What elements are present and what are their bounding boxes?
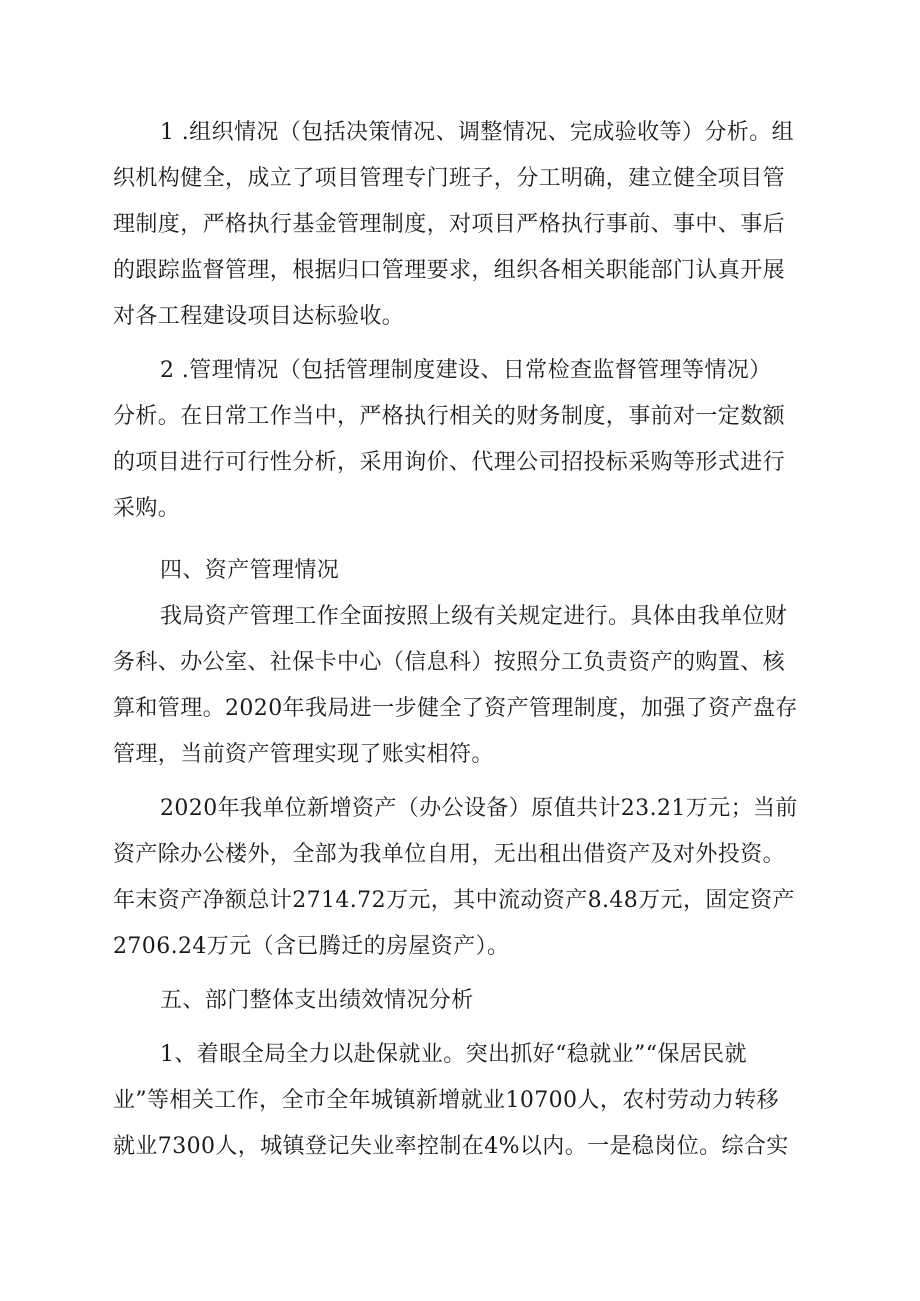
paragraph-4-line-1: 2020年我单位新增资产（办公设备）原值共计23.21万元；当前 (160, 796, 798, 821)
paragraph-1-line-4: 的跟踪监督管理，根据归口管理要求，组织各相关职能部门认真开展 (113, 258, 786, 283)
paragraph-5-line-1: 1、着眼全局全力以赴保就业。突出抓好“稳就业”“保居民就 (160, 1042, 747, 1067)
paragraph-2-line-1: 2 .管理情况（包括管理制度建设、日常检查监督管理等情况） (160, 358, 772, 383)
section-heading-performance-analysis: 五、部门整体支出绩效情况分析 (160, 988, 474, 1013)
paragraph-3-line-3: 算和管理。2020年我局进一步健全了资产管理制度，加强了资产盘存 (113, 696, 798, 721)
paragraph-4-line-3: 年末资产净额总计2714.72万元，其中流动资产8.48万元，固定资产 (113, 888, 795, 913)
paragraph-2-line-2: 分析。在日常工作当中，严格执行相关的财务制度，事前对一定数额 (113, 404, 786, 429)
paragraph-4-line-2: 资产除办公楼外，全部为我单位自用，无出租出借资产及对外投资。 (113, 842, 786, 867)
paragraph-1-line-1: 1 .组织情况（包括决策情况、调整情况、完成验收等）分析。组 (160, 120, 794, 145)
paragraph-3-line-1: 我局资产管理工作全面按照上级有关规定进行。具体由我单位财 (160, 604, 788, 629)
paragraph-4-line-4: 2706.24万元（含已腾迁的房屋资产）。 (113, 934, 510, 959)
paragraph-1-line-3: 理制度，严格执行基金管理制度，对项目严格执行事前、事中、事后 (113, 212, 786, 237)
section-heading-asset-management: 四、资产管理情况 (160, 558, 340, 583)
paragraph-1-line-5: 对各工程建设项目达标验收。 (113, 304, 405, 329)
paragraph-5-line-3: 就业7300人，城镇登记失业率控制在4%以内。一是稳岗位。综合实 (113, 1134, 789, 1159)
paragraph-3-line-2: 务科、办公室、社保卡中心（信息科）按照分工负责资产的购置、核 (113, 650, 786, 675)
paragraph-1-line-2: 织机构健全，成立了项目管理专门班子，分工明确，建立健全项目管 (113, 166, 786, 191)
paragraph-2-line-4: 采购。 (113, 496, 181, 521)
paragraph-2-line-3: 的项目进行可行性分析，采用询价、代理公司招投标采购等形式进行 (113, 450, 786, 475)
paragraph-5-line-2: 业”等相关工作，全市全年城镇新增就业10700人，农村劳动力转移 (113, 1088, 780, 1113)
paragraph-3-line-4: 管理，当前资产管理实现了账实相符。 (113, 742, 494, 767)
